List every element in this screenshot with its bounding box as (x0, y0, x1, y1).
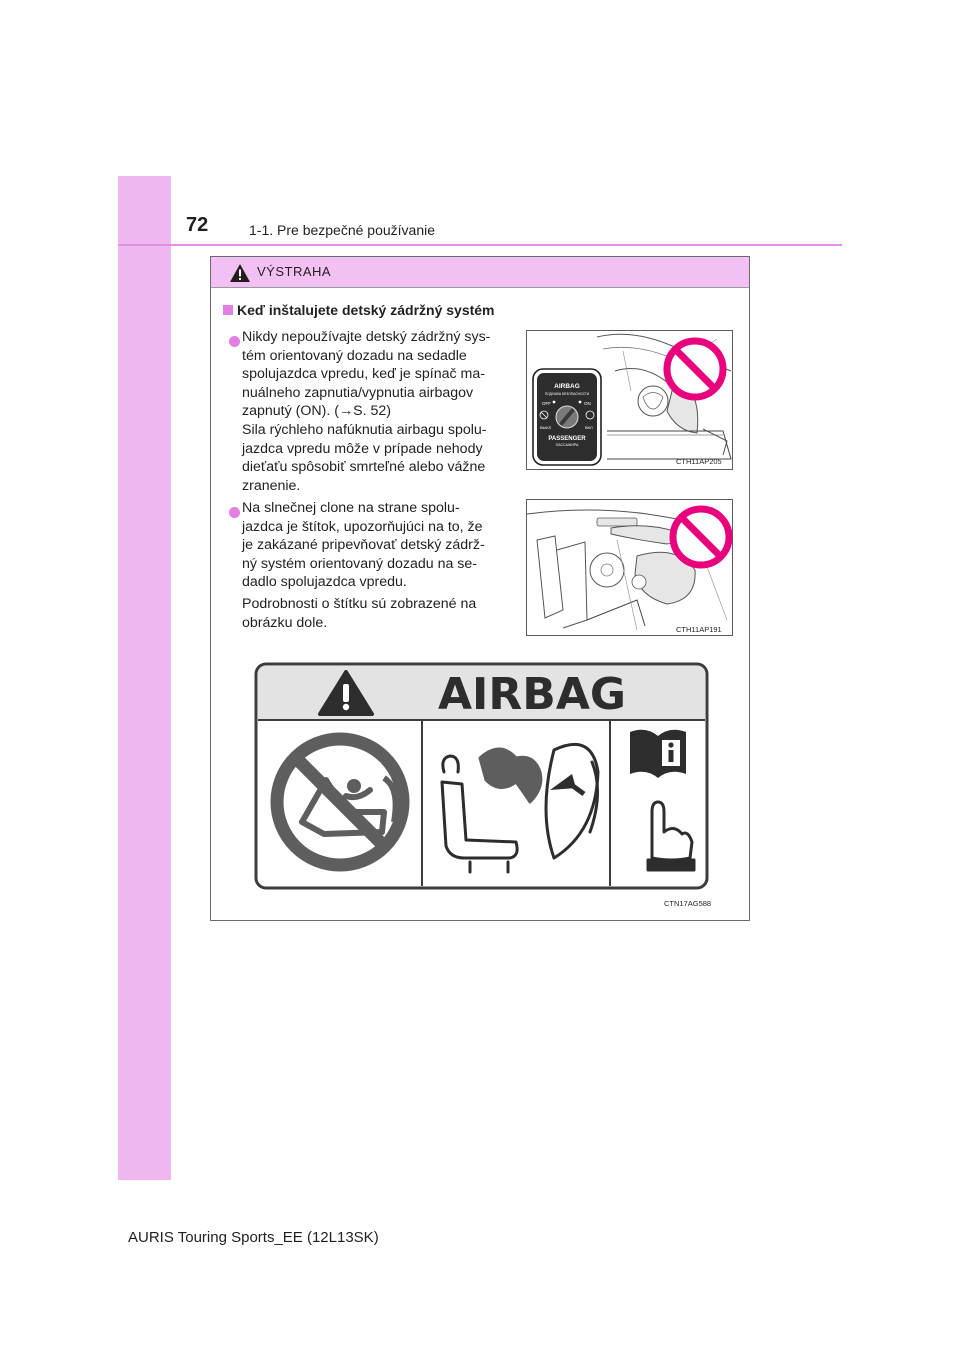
airbag-warning-label (254, 662, 709, 890)
warning-subheading: Keď inštalujete detský zádržný systém (223, 302, 495, 318)
switch-on-label: ON (584, 401, 591, 406)
item1-line: spolujazdca vpredu, keď je spínač ma- (242, 366, 485, 383)
label-airbag-title: AIRBAG (437, 669, 627, 720)
figure-code: CTH11AP205 (676, 457, 722, 466)
airbag-switch-illustration (526, 330, 733, 470)
item2-text (242, 499, 515, 592)
warning-box (210, 256, 750, 921)
item1-text (242, 328, 515, 495)
sun-visor-illustration (526, 499, 733, 636)
item1-line: zapnutý (ON). (→S. 52) (242, 403, 392, 420)
item2-text-details (242, 595, 504, 632)
item1-line: tém orientovaný dozadu na sedadle (242, 347, 467, 364)
item1-line: zranenie. (242, 477, 301, 494)
switch-passenger-label: PASSENGER (548, 436, 586, 442)
switch-airbag-label: AIRBAG (554, 383, 580, 390)
item2-line: dadlo spolujazdca vpredu. (242, 574, 407, 591)
item1-line: dieťaťu spôsobiť smrteľné alebo vážne (242, 459, 486, 476)
switch-subtitle: ПОДУШКА БЕЗОПАСНОСТИ (544, 392, 590, 396)
item1-line: Nikdy nepoužívajte detský zádržný sys- (242, 329, 491, 345)
item2-line: jazdca je štítok, upozorňujúci na to, že (242, 518, 483, 535)
item1-line: Sila rýchleho nafúknutia airbagu spolu- (242, 421, 487, 438)
section-title: 1-1. Pre bezpečné používanie (249, 222, 436, 238)
side-tab (118, 176, 171, 1180)
item2-line: je zakázané pripevňovať detský zádrž- (242, 537, 485, 554)
switch-off-label: OFF (542, 401, 551, 406)
item1-line: jazdca vpredu môže v prípade nehody (242, 440, 483, 457)
item2-detail-line: Podrobnosti o štítku sú zobrazené na (242, 596, 477, 612)
circle-bullet-icon (229, 336, 240, 347)
item2-line: ný systém orientovaný dozadu na se- (242, 555, 478, 572)
figure-code: CTH11AP191 (676, 625, 722, 634)
footer-model: AURIS Touring Sports_EE (12L13SK) (128, 1229, 379, 1246)
square-bullet-icon (223, 305, 233, 315)
header-rule (118, 244, 842, 246)
circle-bullet-icon (229, 507, 240, 518)
switch-on-ru-label: ВКЛ (585, 425, 593, 430)
switch-passenger-ru-label: ПАССАЖИРА (555, 443, 579, 447)
read-manual-icon (630, 730, 686, 778)
item2-detail-line: obrázku dole. (242, 614, 328, 631)
switch-off-ru-label: ВЫКЛ (540, 425, 552, 430)
warning-title: VÝSTRAHA (257, 264, 332, 279)
page-number: 72 (186, 214, 209, 236)
item1-line: nuálneho zapnutia/vypnutia airbagov (242, 384, 474, 401)
warning-header (211, 257, 749, 288)
figure-code: CTN17AG588 (664, 899, 712, 908)
warning-triangle-icon (229, 263, 251, 283)
item2-line: Na slnečnej clone na strane spolu- (242, 500, 460, 516)
